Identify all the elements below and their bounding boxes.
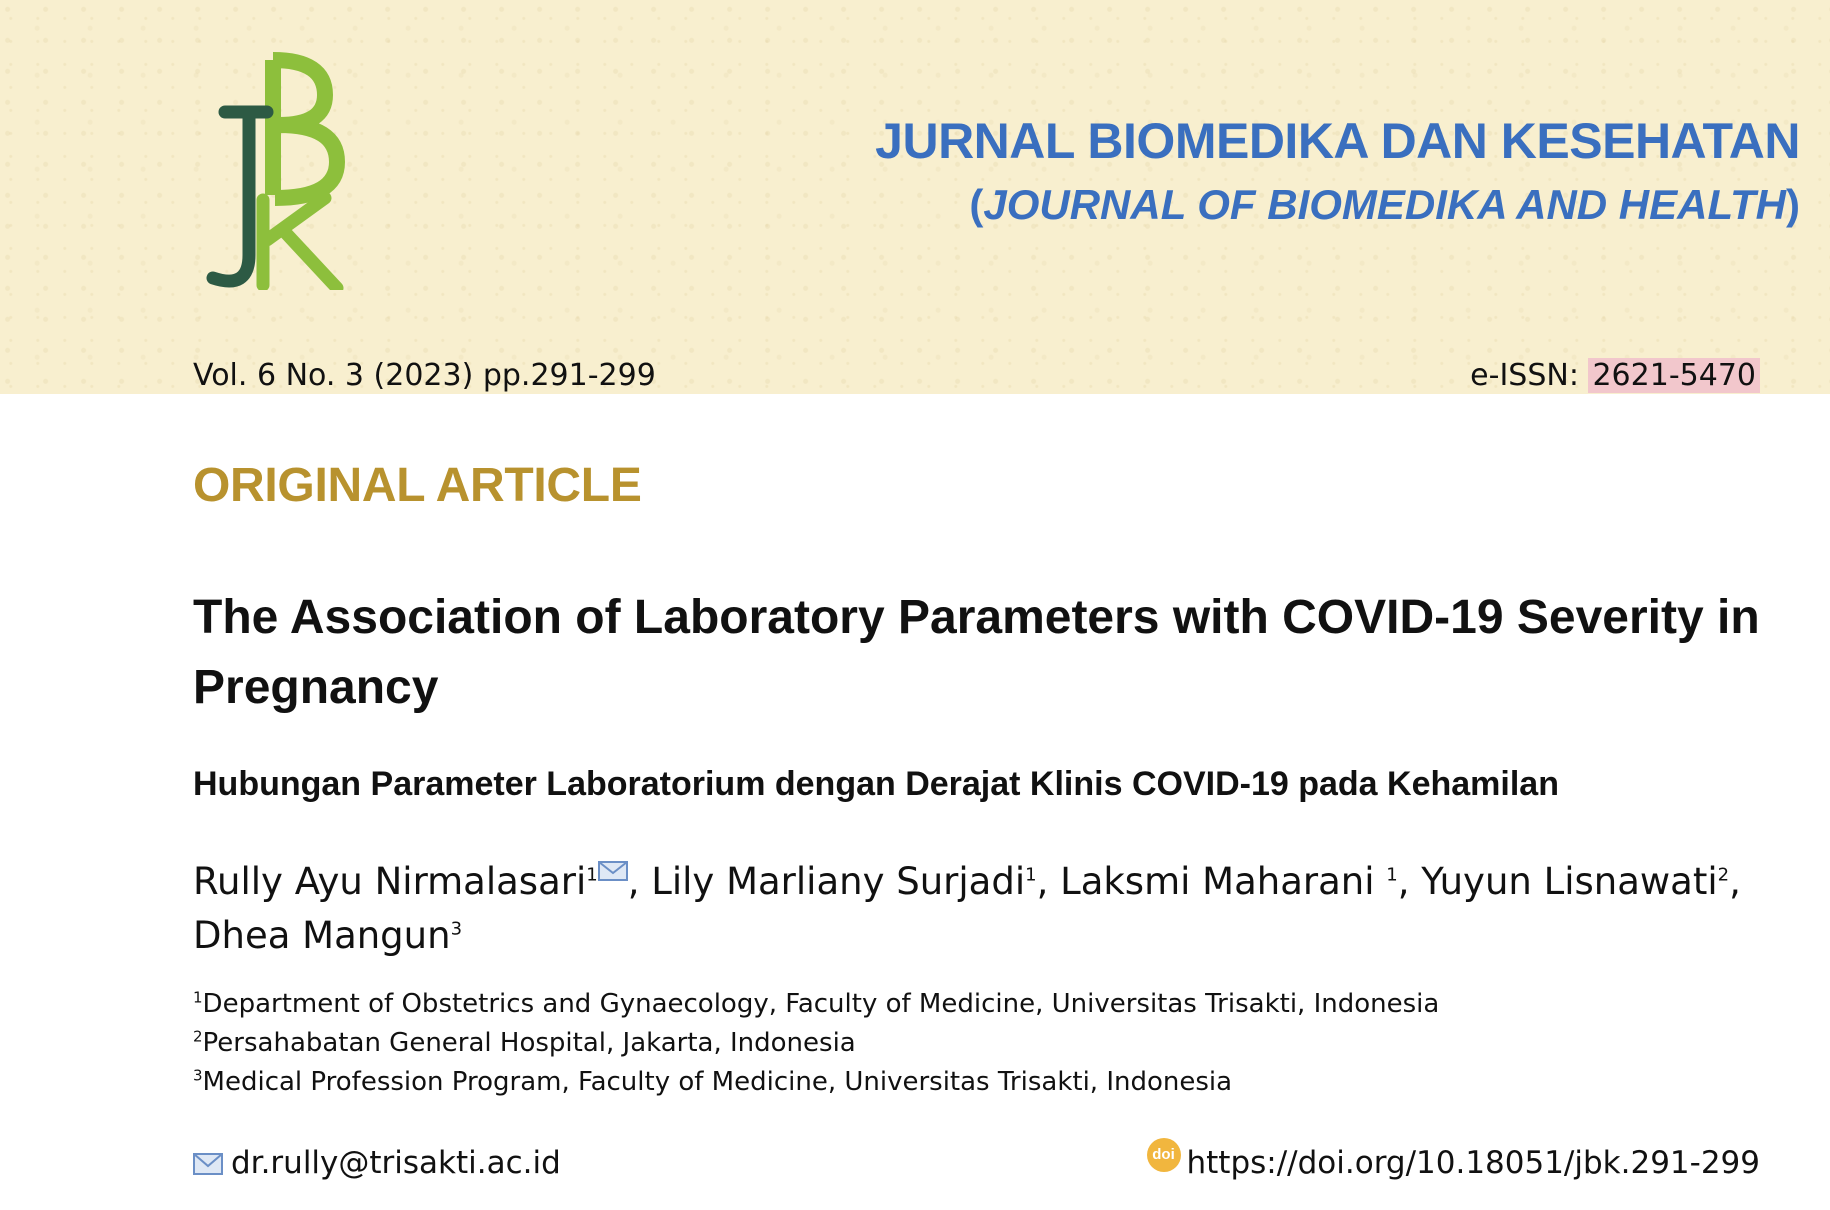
affiliation-item: $^1$Department of Obstetrics and Gynaecology, Faculty of Medicine, Universitas Trisakti, Indonesia (193, 988, 1440, 1019)
article-subtitle: Hubungan Parameter Laboratorium dengan Derajat Klinis COVID-19 pada Kehamilan (193, 765, 1559, 803)
doi-info (1147, 1145, 1761, 1182)
author-name: Laksmi Maharani (1060, 860, 1387, 903)
author-name: Yuyun Lisnawati (1421, 860, 1718, 903)
article-type: ORIGINAL ARTICLE (193, 459, 642, 512)
issn-number[interactable]: 2621-5470 (1588, 358, 1760, 393)
affiliation-item: $^3$Medical Profession Program, Faculty of Medicine, Universitas Trisakti, Indonesia (193, 1066, 1233, 1097)
envelope-icon (193, 1147, 223, 1183)
journal-title: JURNAL BIOMEDIKA DAN KESEHATAN (875, 113, 1800, 169)
corresponding-email (193, 1145, 561, 1183)
affiliation-item: $^2$Persahabatan General Hospital, Jakarta, Indonesia (193, 1027, 856, 1058)
author-affiliation-mark: 1 (586, 864, 598, 886)
doi-link[interactable]: https://doi.org/10.18051/jbk.291-299 (1186, 1145, 1760, 1181)
doi-badge-icon: doi (1147, 1138, 1181, 1172)
author-name: Rully Ayu Nirmalasari (193, 860, 587, 903)
journal-logo (205, 50, 375, 290)
author-name: Dhea Mangun (193, 914, 451, 957)
journal-subtitle: (JOURNAL OF BIOMEDIKA AND HEALTH) (969, 181, 1800, 228)
email-link[interactable]: dr.rully@trisakti.ac.id (231, 1145, 561, 1181)
volume-info: Vol. 6 No. 3 (2023) pp.291-299 (193, 358, 656, 393)
author-list: Rully Ayu Nirmalasari$^1$ , Lily Marliany Surjadi$^1$, Laksmi Maharani $^1$, Yuyun Lisnawati$^2$, Dhea Mangun$^3$ (193, 860, 1741, 957)
author-name: Lily Marliany Surjadi (651, 860, 1026, 903)
article-title: The Association of Laboratory Parameters with COVID-19 Severity in Pregnancy (193, 591, 1760, 714)
affiliation-list (193, 985, 1439, 1102)
issn-info: e-ISSN: 2621-5470 (1470, 358, 1760, 393)
envelope-icon[interactable] (598, 861, 628, 881)
